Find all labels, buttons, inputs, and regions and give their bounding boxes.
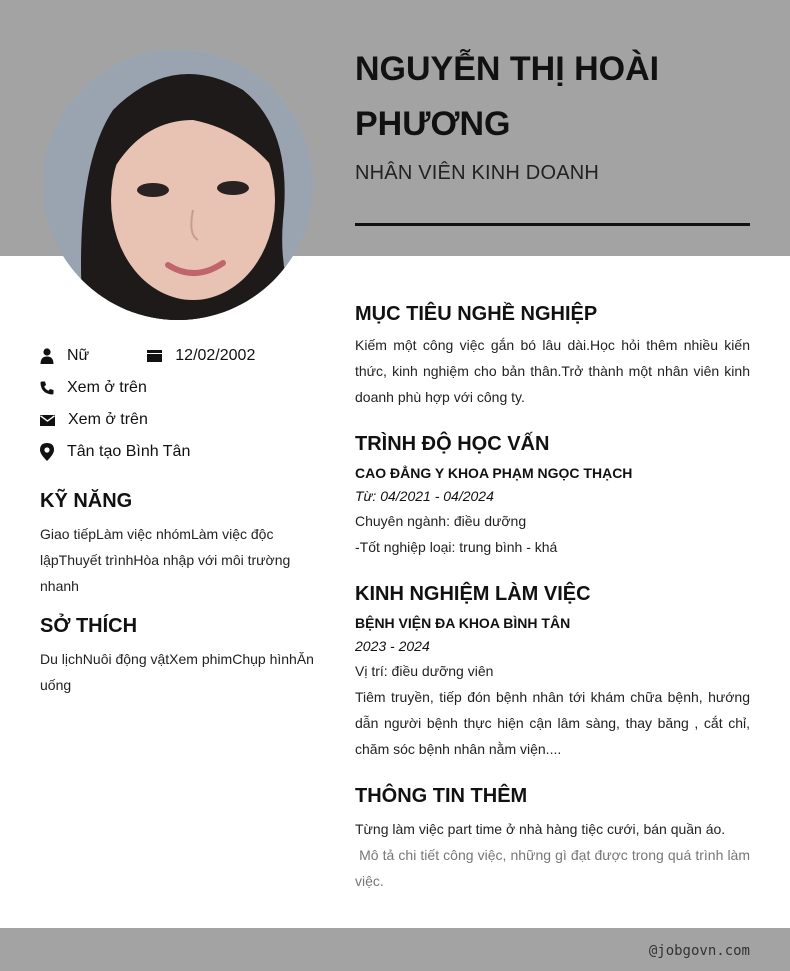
- right-column: [355, 300, 754, 894]
- birthdate-item: [147, 347, 255, 365]
- additional-text: Từng làm việc part time ở nhà hàng tiệc cưới, bán quần áo.: [355, 821, 726, 837]
- experience-position: Vị trí: điều dưỡng viên: [355, 663, 494, 679]
- experience-period: 2023 - 2024: [355, 638, 430, 654]
- education-title: TRÌNH ĐỘ HỌC VẤN: [355, 433, 550, 455]
- address-row: [40, 436, 320, 468]
- email-value: Xem ở trên: [68, 411, 148, 428]
- left-column: [40, 340, 320, 698]
- map-pin-icon: [40, 444, 54, 460]
- profile-photo-illustration: [43, 50, 313, 320]
- education-grade: -Tốt nghiệp loại: trung bình - khá: [355, 539, 558, 555]
- additional-placeholder: Mô tả chi tiết công việc, những gì đạt được trong quá trình làm việc.: [355, 847, 754, 889]
- phone-value: Xem ở trên: [67, 379, 147, 396]
- phone-icon: [40, 380, 54, 396]
- experience-title: KINH NGHIỆM LÀM VIỆC: [355, 583, 591, 605]
- job-title: NHÂN VIÊN KINH DOANH: [355, 162, 600, 184]
- hobbies-text: Du lịchNuôi động vậtXem phimChụp hìnhĂn uống: [40, 651, 314, 693]
- phone-row: [40, 372, 320, 404]
- envelope-icon: [40, 412, 55, 428]
- objective-text: Kiếm một công việc gắn bó lâu dài.Học hỏi thêm nhiều kiến thức, kinh nghiệm cho bản thân.Trở thành một nhân viên kinh doanh phù hợp với công ty.: [355, 337, 750, 405]
- skills-title: KỸ NĂNG: [40, 490, 133, 512]
- education-major: Chuyên ngành: điều dưỡng: [355, 513, 527, 529]
- objective-title: MỤC TIÊU NGHỀ NGHIỆP: [355, 303, 598, 325]
- birthdate-value: 12/02/2002: [175, 347, 256, 364]
- gender-birthdate-row: [40, 340, 320, 372]
- hobbies-title: SỞ THÍCH: [40, 615, 138, 637]
- skills-text: Giao tiếpLàm việc nhómLàm việc độc lậpThuyết trìnhHòa nhập với môi trường nhanh: [40, 526, 291, 594]
- footer-brand: @jobgovn.com: [648, 943, 750, 959]
- company-name: BỆNH VIỆN ĐA KHOA BÌNH TÂN: [355, 615, 571, 631]
- school-name: CAO ĐẲNG Y KHOA PHẠM NGỌC THẠCH: [355, 465, 633, 481]
- candidate-name: NGUYỄN THỊ HOÀI PHƯƠNG: [355, 50, 660, 143]
- additional-title: THÔNG TIN THÊM: [355, 785, 528, 807]
- calendar-icon: [147, 348, 162, 364]
- header-divider: [355, 223, 750, 226]
- email-row: [40, 404, 320, 436]
- gender-value: Nữ: [67, 347, 90, 364]
- address-value: Tân tạo Bình Tân: [67, 443, 191, 460]
- education-period: Từ: 04/2021 - 04/2024: [355, 488, 494, 504]
- person-icon: [40, 348, 54, 364]
- profile-photo: [43, 50, 313, 320]
- experience-description: Tiêm truyền, tiếp đón bệnh nhân tới khám chữa bệnh, hướng dẫn người bệnh thực hiện cận lâm sàng, thay băng , cắt chỉ, chăm sóc bệnh nhân nằm viện....: [355, 689, 750, 757]
- gender-item: [40, 347, 89, 365]
